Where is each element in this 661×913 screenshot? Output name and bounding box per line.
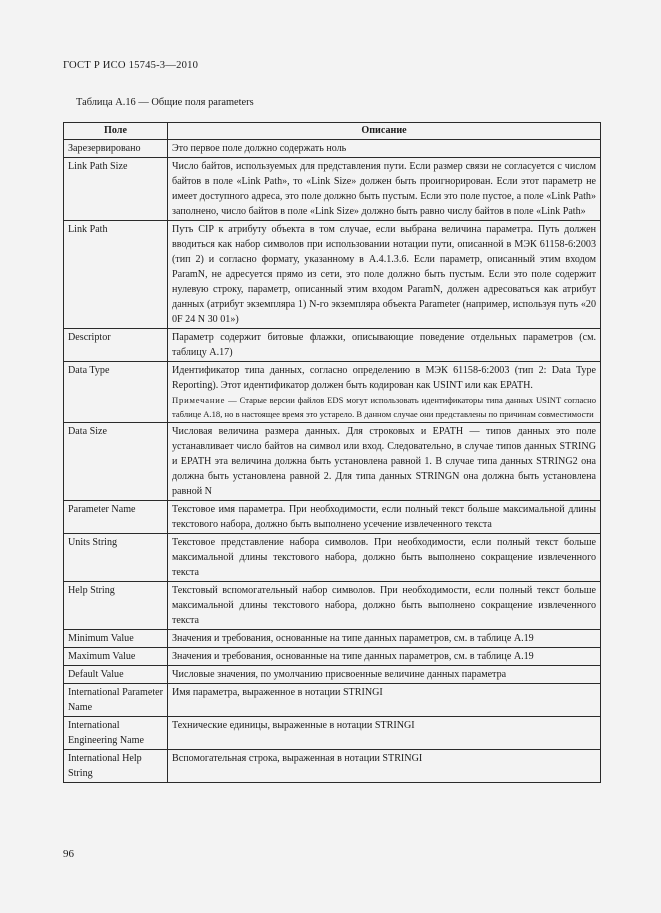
field-cell: Зарезервировано [64,140,168,158]
description-cell: Числовая величина размера данных. Для строковых и EPATH — типов данных это поле устанавливает число байтов на символ или вход. Следовательно, в случае типов данных STRING и EPATH эта величина должна быть установлена равной 1. В случае типа данных STRING2 она должна быть установлена равной 2. Для типа данных STRINGN она должна быть установлена равной N [168,423,601,501]
table-caption: Таблица А.16 — Общие поля parameters [76,97,254,108]
table-row [64,648,601,666]
table-row [64,329,601,362]
field-cell: Maximum Value [64,648,168,666]
note [172,393,596,421]
field-cell: Link Path Size [64,158,168,221]
description-cell: Число байтов, используемых для представления пути. Если размер связи не согласуется с числом байтов в поле «Link Path», то «Link Size» должен быть проигнорирован. Если этот параметр не имеет доступного адреса, это поле должно быть пустым. Если это поле пустое, а поле «Link Path» заполнено, число байтов в поле «Link Size» должно быть равно числу байтов в поле «Link Path» [168,158,601,221]
table-row [64,423,601,501]
field-cell: International Parameter Name [64,684,168,717]
description-cell: Текстовый вспомогательный набор символов. При необходимости, если полный текст больше максимальной длины текстового набора, должно быть выполнено сокращение извлеченного текста [168,582,601,630]
field-cell: Default Value [64,666,168,684]
description-cell: Параметр содержит битовые флажки, описывающие поведение отдельных параметров (см. таблицу А.17) [168,329,601,362]
table-row [64,630,601,648]
field-cell: Parameter Name [64,501,168,534]
table-row [64,158,601,221]
description-cell: Текстовое имя параметра. При необходимости, если полный текст больше максимальной длины текстового набора, должно быть выполнено усечение извлеченного текста [168,501,601,534]
field-cell: Descriptor [64,329,168,362]
description-cell: Путь CIP к атрибуту объекта в том случае, если выбрана величина параметра. Путь должен вводиться как набор символов при использовании нотации пути, описанной в МЭК 61158-6:2003 (тип 2) и согласно формату, указанному в А.4.1.3.6. Если параметр, описанный этим входом ParamN, не адресуется прямо из сети, это поле должно быть пустым. Если это поле содержит нулевую строку, параметр, описанный этим входом ParamN, должен адресоваться как атрибут данных (атрибут экземпляра 1) N-го экземпляра объекта Parameter (например, используя путь «20 0F 24 N 30 01») [168,221,601,329]
field-cell: Data Type [64,362,168,423]
table-row [64,534,601,582]
description-cell: Технические единицы, выраженные в нотации STRINGI [168,717,601,750]
description-text: Идентификатор типа данных, согласно определению в МЭК 61158-6:2003 (тип 2: Data Type Reporting). Этот идентификатор должен быть кодирован как USINT или как EPATH. [172,365,596,391]
description-cell: Имя параметра, выраженное в нотации STRINGI [168,684,601,717]
page-header: ГОСТ Р ИСО 15745-3—2010 [63,60,199,71]
column-header-field: Поле [64,123,168,140]
table-row [64,666,601,684]
table-row [64,362,601,423]
column-header-description: Описание [168,123,601,140]
description-cell [168,362,601,423]
note-label: Примечание [172,395,226,405]
field-cell: International Engineering Name [64,717,168,750]
table-row [64,221,601,329]
description-cell: Значения и требования, основанные на типе данных параметров, см. в таблице А.19 [168,648,601,666]
description-cell: Это первое поле должно содержать ноль [168,140,601,158]
page-number: 96 [63,848,74,860]
description-cell: Вспомогательная строка, выраженная в нотации STRINGI [168,750,601,783]
note-text: — Старые версии файлов EDS могут использовать идентификаторы типа данных USINT согласно таблице А.18, но в настоящее время это устарело. В данном случае они представлены по причинам совместимости [172,395,596,419]
table-row [64,750,601,783]
field-cell: Data Size [64,423,168,501]
field-cell: Link Path [64,221,168,329]
table-header-row [64,123,601,140]
table-row [64,684,601,717]
table-row [64,582,601,630]
description-cell: Значения и требования, основанные на типе данных параметров, см. в таблице А.19 [168,630,601,648]
field-cell: International Help String [64,750,168,783]
field-cell: Minimum Value [64,630,168,648]
description-cell: Текстовое представление набора символов. При необходимости, если полный текст больше максимальной длины текстового набора, должно быть выполнено сокращение извлеченного текста [168,534,601,582]
description-cell: Числовые значения, по умолчанию присвоенные величине данных параметра [168,666,601,684]
field-cell: Units String [64,534,168,582]
table-row [64,717,601,750]
table-row [64,140,601,158]
field-cell: Help String [64,582,168,630]
parameters-table [63,122,601,783]
table-row [64,501,601,534]
